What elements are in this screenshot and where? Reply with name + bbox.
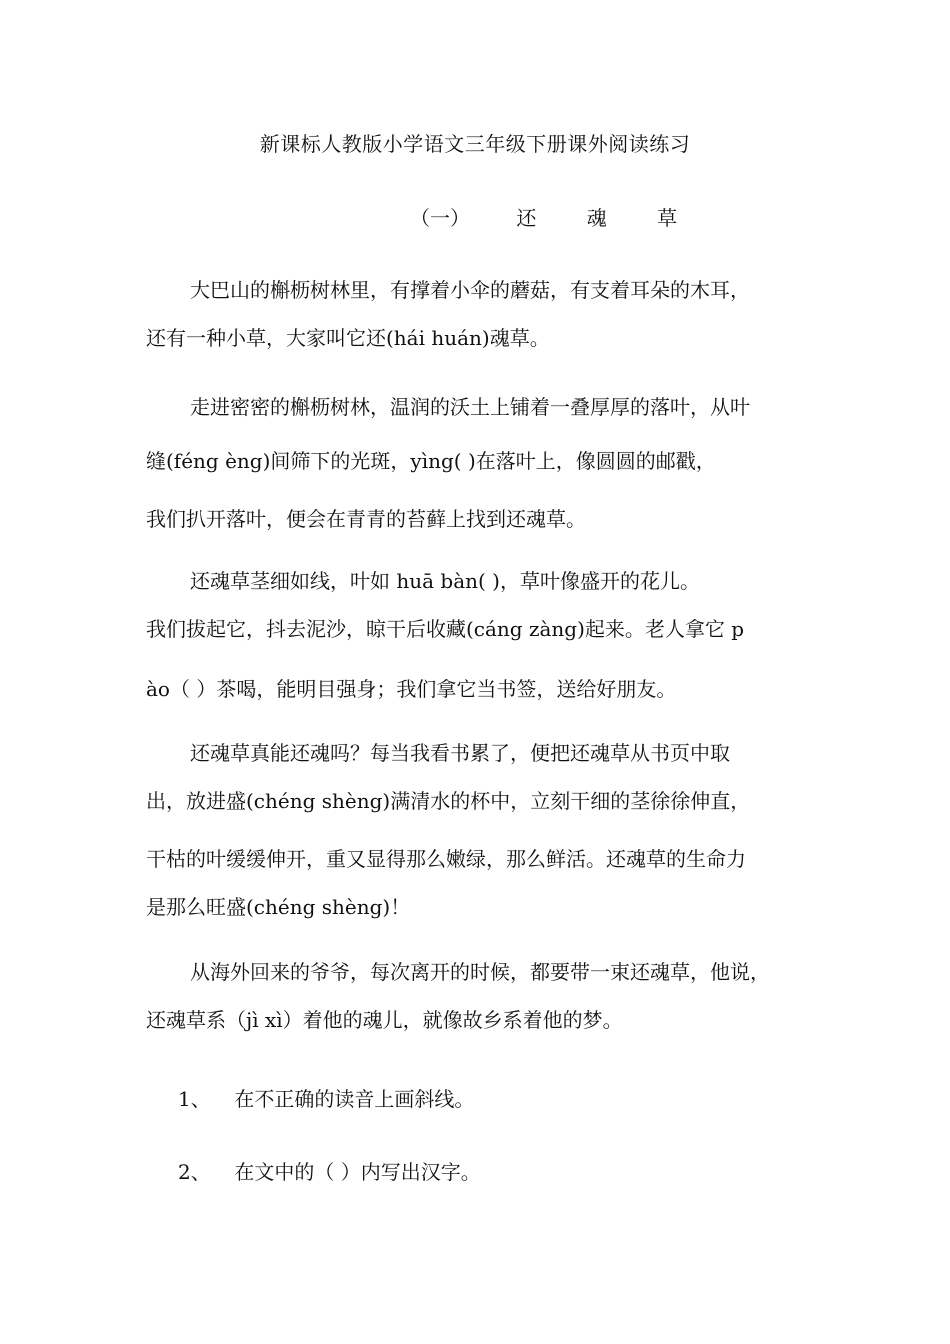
paragraph-line: 从海外回来的爷爷，每次离开的时候，都要带一束还魂草，他说， [190,960,770,984]
paragraph-line: 出，放进盛(chéng shèng)满清水的杯中，立刻干细的茎徐徐伸直， [146,789,751,813]
paragraph-line: ào（ ）茶喝，能明目强身；我们拿它当书签，送给好朋友。 [146,677,677,701]
question-1 [178,1083,474,1112]
paragraph-line: 我们扒开落叶，便会在青青的苔藓上找到还魂草。 [146,507,586,531]
paragraph-line: 大巴山的槲枥树林里，有撑着小伞的蘑菇，有支着耳朵的木耳， [190,278,750,302]
paragraph-line: 干枯的叶缓缓伸开，重又显得那么嫩绿，那么鲜活。还魂草的生命力 [146,847,746,871]
question-text: 在不正确的读音上画斜线。 [234,1087,475,1111]
paragraph-line: 还魂草系（jì xì）着他的魂儿，就像故乡系着他的梦。 [146,1008,623,1032]
paragraph-2 [146,383,816,543]
paragraph-line: 缝(féng èng)间筛下的光斑，yìng( )在落叶上，像圆圆的邮戳， [146,449,716,473]
paragraph-line: 还魂草真能还魂吗？每当我看书累了，便把还魂草从书页中取 [190,741,730,765]
paragraph-line: 是那么旺盛(chéng shèng)！ [146,895,411,919]
paragraph-3 [146,557,816,713]
question-text: 在文中的（ ）内写出汉字。 [234,1160,481,1184]
paragraph-line: 走进密密的槲枥树林，温润的沃土上铺着一叠厚厚的落叶，从叶 [190,395,750,419]
paragraph-line: 我们拔起它，抖去泥沙，晾干后收藏(cáng zàng)起来。老人拿它 p [146,617,745,641]
section-title: 还 魂 草 [516,206,700,230]
section-heading [410,202,699,231]
paragraph-line: 还有一种小草，大家叫它还(hái huán)魂草。 [146,326,550,350]
question-number: 2、 [178,1160,211,1184]
section-number: （一） [410,206,470,230]
paragraph-5 [146,948,816,1044]
paragraph-1 [146,266,816,362]
paragraph-4 [146,729,816,931]
paragraph-line: 还魂草茎细如线，叶如 huā bàn( )，草叶像盛开的花儿。 [190,569,700,593]
question-number: 1、 [178,1087,211,1111]
document-title: 新课标人教版小学语文三年级下册课外阅读练习 [259,132,691,156]
question-2 [178,1156,481,1185]
